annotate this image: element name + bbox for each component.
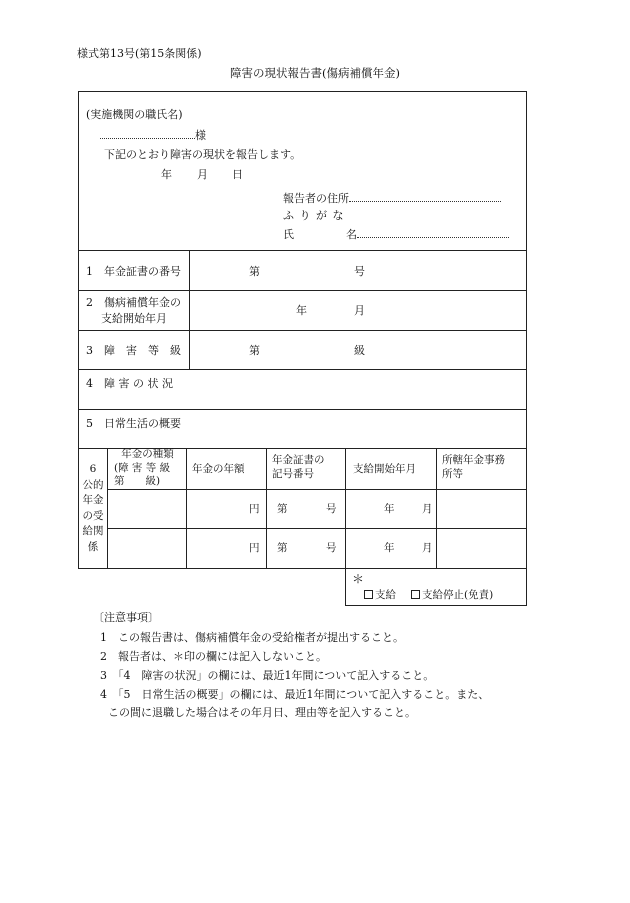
option-stop[interactable]: 支給停止(免責) — [411, 588, 493, 602]
name-label-left: 氏 — [283, 228, 294, 241]
pension-col-divider — [266, 448, 267, 568]
row3-label: 3 障 害 等 級 — [86, 344, 181, 357]
row1-start-month: 月 — [422, 503, 433, 515]
row2-month: 月 — [354, 304, 365, 317]
reporter-address-row[interactable] — [283, 191, 501, 207]
pension-side-label: 6 公的 年金 の受 給関 係 — [82, 463, 104, 553]
row2-cert-suffix: 号 — [326, 542, 337, 554]
date-year: 年 — [161, 168, 172, 181]
row1-cert-prefix: 第 — [277, 503, 288, 515]
pension-frame-left — [78, 448, 79, 568]
frame-right — [526, 251, 527, 448]
agency-input-line[interactable] — [100, 128, 195, 139]
row1-label: 1 年金証書の番号 — [86, 265, 181, 278]
row2-label-line2: 支給開始年月 — [101, 312, 167, 325]
pension-row-divider — [107, 528, 527, 529]
asterisk-mark: ＊ — [352, 572, 365, 586]
pension-col-divider — [186, 448, 187, 568]
agency-line[interactable] — [100, 128, 206, 144]
reporter-address-input[interactable] — [349, 191, 501, 202]
row2-cert-prefix: 第 — [277, 542, 288, 554]
header-annual-amount: 年金の年額 — [192, 463, 245, 475]
form-number: 様式第13号(第15条関係) — [77, 47, 202, 60]
reporter-name-input[interactable] — [357, 227, 509, 238]
frame-left — [78, 251, 79, 448]
header-pension-office: 所轄年金事務 所等 — [442, 454, 505, 480]
row-divider — [78, 369, 527, 370]
pension-col-divider — [436, 448, 437, 568]
header-certificate-code: 年金証書の 記号番号 — [272, 454, 325, 480]
row2-year: 年 — [296, 304, 307, 317]
pension-frame-right — [526, 448, 527, 568]
date-month: 月 — [197, 168, 208, 181]
checkbox-icon[interactable] — [411, 590, 420, 599]
row1-cert-suffix: 号 — [326, 503, 337, 515]
notes-heading: 〔注意事項〕 — [93, 611, 159, 624]
row1-prefix: 第 — [249, 265, 260, 278]
row2-start-month: 月 — [422, 542, 433, 554]
row2-start-year: 年 — [384, 542, 395, 554]
reporter-address-label: 報告者の住所 — [283, 192, 349, 205]
pension-header-divider — [107, 489, 527, 490]
date-day: 日 — [232, 168, 243, 181]
header-pension-type: 年金の種類 (障 害 等 級 第 級) — [114, 448, 174, 487]
pension-side-divider — [107, 448, 108, 568]
name-label-right: 名 — [346, 228, 357, 241]
furigana-label: ふ り が な — [283, 209, 345, 222]
reporter-name-row[interactable] — [283, 227, 509, 243]
note-4-line2: この間に退職した場合はその年月日、理由等を記入すること。 — [108, 706, 416, 719]
note-4-line1: 4 「5 日常生活の概要」の欄には、最近1年間について記入すること。また、 — [100, 688, 490, 701]
row1-suffix: 号 — [354, 265, 365, 278]
row4-label: 4 障 害 の 状 況 — [86, 377, 173, 390]
option-pay[interactable]: 支給 — [364, 588, 396, 602]
row1-start-year: 年 — [384, 503, 395, 515]
document-title: 障害の現状報告書(傷病補償年金) — [230, 66, 400, 80]
note-3: 3 「4 障害の状況」の欄には、最近1年間について記入すること。 — [100, 669, 435, 682]
row-divider — [78, 409, 527, 410]
row5-label: 5 日常生活の概要 — [86, 417, 181, 430]
row-divider — [78, 330, 527, 331]
note-2: 2 報告者は、＊印の欄には記入しないこと。 — [100, 650, 327, 663]
agency-label: (実施機関の職氏名) — [86, 108, 183, 121]
row1-yen: 円 — [249, 503, 260, 515]
row3-prefix: 第 — [249, 344, 260, 357]
row2-yen: 円 — [249, 542, 260, 554]
checkbox-icon[interactable] — [364, 590, 373, 599]
note-1: 1 この報告書は、傷病補償年金の受給権者が提出すること。 — [100, 631, 404, 644]
row-divider — [78, 290, 527, 291]
header-start-date: 支給開始年月 — [353, 463, 416, 475]
honorific: 様 — [195, 129, 206, 142]
pension-col-divider — [345, 448, 346, 568]
label-column-divider — [189, 251, 190, 369]
row3-suffix: 級 — [354, 344, 365, 357]
intro-text: 下記のとおり障害の現状を報告します。 — [104, 148, 302, 161]
row2-label-line1: 2 傷病補償年金の — [86, 296, 181, 309]
